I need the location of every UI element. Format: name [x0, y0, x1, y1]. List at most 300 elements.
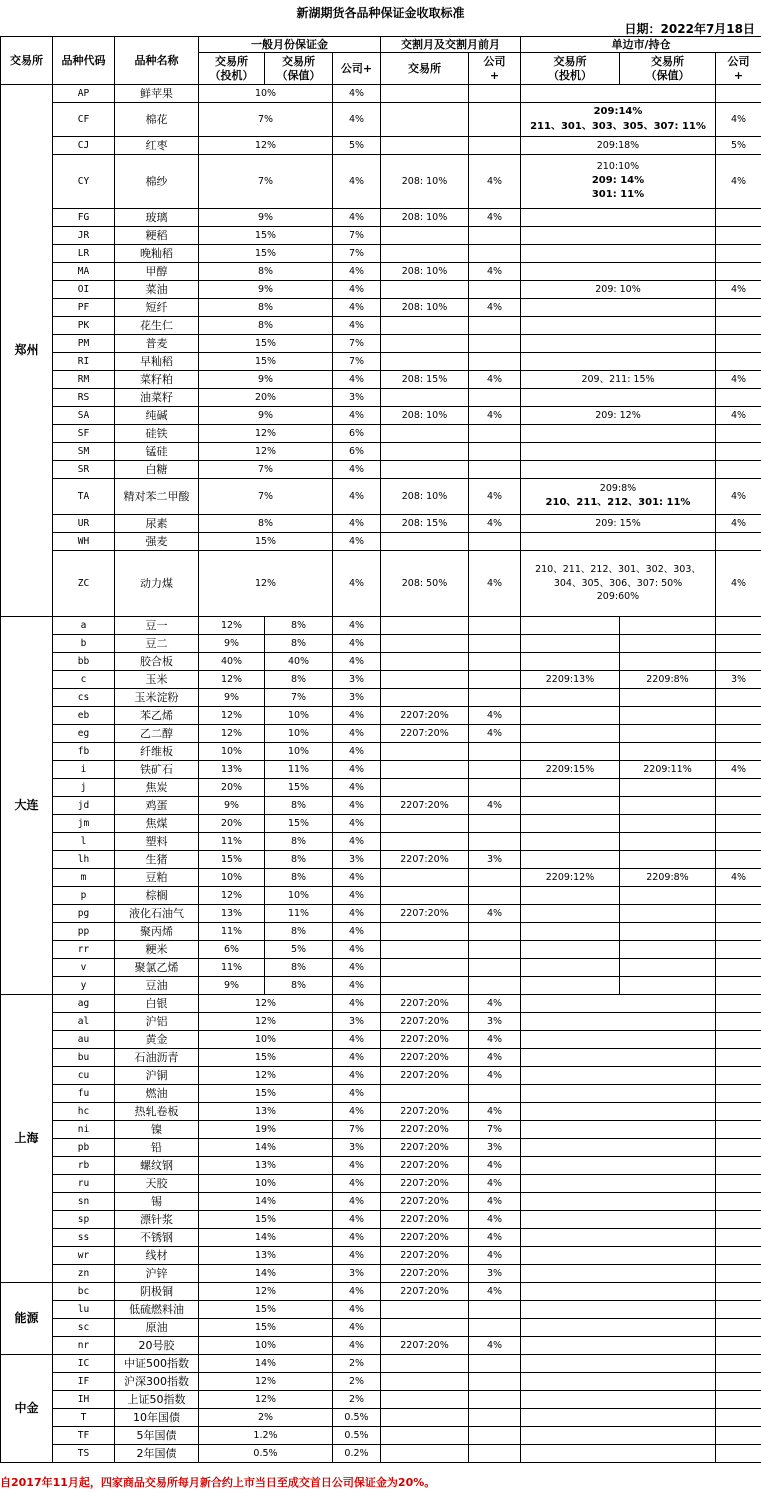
delivery-margin: [381, 761, 469, 779]
company-margin: 4%: [333, 515, 381, 533]
unilateral-spec: [521, 617, 620, 635]
table-row: [1, 425, 761, 443]
table-row: [1, 1085, 761, 1103]
product-code: FG: [53, 209, 115, 227]
page-title: 新湖期货各品种保证金收取标准: [296, 6, 465, 20]
delivery-company-margin: [469, 85, 521, 103]
delivery-margin: [381, 635, 469, 653]
delivery-company-margin: [469, 137, 521, 155]
unilateral-hedge: [620, 779, 716, 797]
delivery-margin: [381, 1085, 469, 1103]
product-code: zn: [53, 1265, 115, 1283]
hedge-margin: 8%: [265, 923, 333, 941]
delivery-company-margin: [469, 635, 521, 653]
general-margin: 12%: [199, 137, 333, 155]
exchange-cell: 上海: [1, 995, 53, 1283]
unilateral-company: 4%: [716, 155, 761, 209]
general-margin: 9%: [199, 371, 333, 389]
delivery-company-margin: [469, 1319, 521, 1337]
table-row: [1, 479, 761, 515]
unilateral-company: [716, 335, 761, 353]
table-row: [1, 977, 761, 995]
delivery-margin: [381, 461, 469, 479]
product-code: MA: [53, 263, 115, 281]
unilateral-margin: [521, 1139, 716, 1157]
table-row: [1, 779, 761, 797]
hedge-margin: 40%: [265, 653, 333, 671]
unilateral-company: [716, 1409, 761, 1427]
product-name: 铁矿石: [115, 761, 199, 779]
unilateral-margin: [521, 281, 716, 299]
delivery-margin: [381, 425, 469, 443]
delivery-margin: [381, 1445, 469, 1463]
delivery-company-margin: 4%: [469, 407, 521, 425]
product-name: 短纤: [115, 299, 199, 317]
unilateral-company: [716, 797, 761, 815]
general-margin: 14%: [199, 1229, 333, 1247]
delivery-margin: [381, 137, 469, 155]
general-margin: 8%: [199, 515, 333, 533]
unilateral-margin: [521, 1445, 716, 1463]
company-margin: 4%: [333, 1085, 381, 1103]
unilateral-line: 210、211、212、301、302、303、: [535, 563, 701, 575]
product-name: 尿素: [115, 515, 199, 533]
unilateral-line: 211、301、303、305、307: 11%: [530, 120, 706, 132]
delivery-company-margin: [469, 389, 521, 407]
general-margin: 1.2%: [199, 1427, 333, 1445]
product-name: 豆二: [115, 635, 199, 653]
product-code: l: [53, 833, 115, 851]
company-margin: 4%: [333, 1283, 381, 1301]
delivery-company-margin: 4%: [469, 371, 521, 389]
company-margin: 4%: [333, 103, 381, 137]
product-name: 白糖: [115, 461, 199, 479]
table-row: [1, 797, 761, 815]
unilateral-hedge: [620, 689, 716, 707]
company-margin: 4%: [333, 1175, 381, 1193]
hedge-margin: 8%: [265, 869, 333, 887]
unilateral-margin: [521, 443, 716, 461]
table-row: [1, 1247, 761, 1265]
delivery-company-margin: 4%: [469, 1031, 521, 1049]
delivery-margin: [381, 941, 469, 959]
delivery-company-margin: [469, 335, 521, 353]
product-code: JR: [53, 227, 115, 245]
product-name: 乙二醇: [115, 725, 199, 743]
general-margin: 12%: [199, 1373, 333, 1391]
unilateral-hedge: [620, 923, 716, 941]
general-margin: 15%: [199, 1211, 333, 1229]
delivery-company-margin: [469, 353, 521, 371]
unilateral-company: [716, 1427, 761, 1445]
delivery-margin: 2207:20%: [381, 1157, 469, 1175]
general-margin: 15%: [199, 353, 333, 371]
product-name: 原油: [115, 1319, 199, 1337]
product-name: 燃油: [115, 1085, 199, 1103]
product-name: 粳米: [115, 941, 199, 959]
unilateral-company: [716, 689, 761, 707]
delivery-company-margin: [469, 923, 521, 941]
hedge-margin: 8%: [265, 851, 333, 869]
product-code: ru: [53, 1175, 115, 1193]
spec-margin: 12%: [199, 707, 265, 725]
product-name: 螺纹钢: [115, 1157, 199, 1175]
company-margin: 3%: [333, 671, 381, 689]
company-margin: 4%: [333, 209, 381, 227]
delivery-margin: 2207:20%: [381, 1229, 469, 1247]
general-margin: 15%: [199, 1085, 333, 1103]
unilateral-spec: [521, 689, 620, 707]
unilateral-margin: [521, 1319, 716, 1337]
product-name: 菜籽粕: [115, 371, 199, 389]
product-code: ZC: [53, 551, 115, 617]
unilateral-company: 4%: [716, 515, 761, 533]
product-name: 鸡蛋: [115, 797, 199, 815]
unilateral-margin: [521, 1121, 716, 1139]
unilateral-company: [716, 1121, 761, 1139]
delivery-company-margin: [469, 1445, 521, 1463]
header-delivery-margin: 交割月及交割月前月: [381, 37, 521, 53]
product-code: al: [53, 1013, 115, 1031]
delivery-company-margin: 4%: [469, 725, 521, 743]
unilateral-margin: [521, 317, 716, 335]
product-code: bu: [53, 1049, 115, 1067]
general-margin: 12%: [199, 1283, 333, 1301]
unilateral-margin: [521, 1391, 716, 1409]
product-code: UR: [53, 515, 115, 533]
delivery-margin: [381, 689, 469, 707]
product-code: au: [53, 1031, 115, 1049]
company-margin: 4%: [333, 869, 381, 887]
delivery-margin: 2207:20%: [381, 1049, 469, 1067]
general-margin: 8%: [199, 263, 333, 281]
general-margin: 7%: [199, 155, 333, 209]
table-row: [1, 869, 761, 887]
company-margin: 0.5%: [333, 1427, 381, 1445]
product-name: 20号胶: [115, 1337, 199, 1355]
unilateral-line: 301: 11%: [591, 189, 645, 201]
product-name: 花生仁: [115, 317, 199, 335]
company-margin: 7%: [333, 1121, 381, 1139]
general-margin: 15%: [199, 1301, 333, 1319]
unilateral-spec: [521, 977, 620, 995]
general-margin: 15%: [199, 227, 333, 245]
unilateral-margin: [521, 1175, 716, 1193]
product-name: 中证500指数: [115, 1355, 199, 1373]
table-row: [1, 1157, 761, 1175]
product-code: lu: [53, 1301, 115, 1319]
unilateral-margin: [521, 1337, 716, 1355]
company-margin: 4%: [333, 1031, 381, 1049]
unilateral-margin: [521, 515, 716, 533]
delivery-company-margin: [469, 103, 521, 137]
company-margin: 7%: [333, 353, 381, 371]
unilateral-company: [716, 317, 761, 335]
delivery-margin: [381, 833, 469, 851]
unilateral-spec: [521, 923, 620, 941]
delivery-margin: 2207:20%: [381, 1013, 469, 1031]
unilateral-margin: [521, 263, 716, 281]
product-code: fu: [53, 1085, 115, 1103]
hedge-margin: 15%: [265, 815, 333, 833]
company-margin: 4%: [333, 905, 381, 923]
delivery-company-margin: 4%: [469, 1049, 521, 1067]
table-row: [1, 1265, 761, 1283]
company-margin: 4%: [333, 941, 381, 959]
delivery-margin: 2207:20%: [381, 1211, 469, 1229]
general-margin: 9%: [199, 209, 333, 227]
delivery-margin: 208: 10%: [381, 155, 469, 209]
product-name: 液化石油气: [115, 905, 199, 923]
delivery-company-margin: 4%: [469, 995, 521, 1013]
delivery-company-margin: [469, 227, 521, 245]
unilateral-margin: [521, 1085, 716, 1103]
product-name: 普麦: [115, 335, 199, 353]
product-code: TF: [53, 1427, 115, 1445]
spec-margin: 40%: [199, 653, 265, 671]
unilateral-company: [716, 1229, 761, 1247]
delivery-company-margin: [469, 317, 521, 335]
product-name: 不锈钢: [115, 1229, 199, 1247]
delivery-company-margin: 4%: [469, 905, 521, 923]
unilateral-company: 4%: [716, 551, 761, 617]
unilateral-company: [716, 1031, 761, 1049]
product-code: a: [53, 617, 115, 635]
table-row: [1, 1031, 761, 1049]
product-name: 热轧卷板: [115, 1103, 199, 1121]
company-margin: 4%: [333, 959, 381, 977]
unilateral-margin: [521, 227, 716, 245]
unilateral-hedge: [620, 851, 716, 869]
delivery-margin: [381, 617, 469, 635]
unilateral-spec: [521, 797, 620, 815]
general-margin: 8%: [199, 317, 333, 335]
unilateral-margin: [521, 299, 716, 317]
header-delivery-exchange: 交易所: [381, 53, 469, 85]
delivery-margin: [381, 743, 469, 761]
unilateral-company: [716, 707, 761, 725]
product-name: 沪铝: [115, 1013, 199, 1031]
product-code: T: [53, 1409, 115, 1427]
company-margin: 3%: [333, 389, 381, 407]
spec-margin: 15%: [199, 851, 265, 869]
general-margin: 9%: [199, 407, 333, 425]
product-code: b: [53, 635, 115, 653]
unilateral-spec: [521, 833, 620, 851]
delivery-margin: 208: 10%: [381, 407, 469, 425]
unilateral-company: 4%: [716, 479, 761, 515]
delivery-margin: [381, 1391, 469, 1409]
hedge-margin: 15%: [265, 779, 333, 797]
delivery-company-margin: [469, 281, 521, 299]
unilateral-spec: [521, 941, 620, 959]
company-margin: 4%: [333, 977, 381, 995]
general-margin: 7%: [199, 479, 333, 515]
product-code: pg: [53, 905, 115, 923]
product-name: 动力煤: [115, 551, 199, 617]
unilateral-hedge: 2209:8%: [620, 869, 716, 887]
delivery-margin: [381, 779, 469, 797]
unilateral-company: [716, 725, 761, 743]
table-row: [1, 1391, 761, 1409]
company-margin: 4%: [333, 551, 381, 617]
product-code: SM: [53, 443, 115, 461]
delivery-company-margin: [469, 959, 521, 977]
delivery-margin: [381, 281, 469, 299]
product-name: 晚籼稻: [115, 245, 199, 263]
general-margin: 13%: [199, 1247, 333, 1265]
table-row: [1, 407, 761, 425]
delivery-company-margin: 4%: [469, 551, 521, 617]
unilateral-company: [716, 1391, 761, 1409]
hedge-margin: 10%: [265, 743, 333, 761]
header-general-hedge: 交易所 （保值）: [265, 53, 333, 85]
header-unilateral: 单边市/持仓: [521, 37, 761, 53]
unilateral-margin: [521, 1301, 716, 1319]
delivery-company-margin: [469, 1373, 521, 1391]
unilateral-company: [716, 1445, 761, 1463]
table-row: [1, 515, 761, 533]
company-margin: 4%: [333, 533, 381, 551]
unilateral-line: 210、211、212、301: 11%: [545, 497, 691, 509]
delivery-margin: [381, 335, 469, 353]
delivery-margin: 2207:20%: [381, 1247, 469, 1265]
product-code: v: [53, 959, 115, 977]
table-row: [1, 671, 761, 689]
delivery-margin: 2207:20%: [381, 1121, 469, 1139]
unilateral-company: [716, 533, 761, 551]
product-code: ni: [53, 1121, 115, 1139]
table-row: [1, 1229, 761, 1247]
table-row: [1, 281, 761, 299]
unilateral-margin: [521, 1409, 716, 1427]
unilateral-line: 209:8%: [599, 483, 637, 495]
unilateral-company: [716, 1103, 761, 1121]
unilateral-company: [716, 635, 761, 653]
unilateral-company: [716, 959, 761, 977]
table-row: [1, 155, 761, 209]
general-margin: 14%: [199, 1265, 333, 1283]
exchange-cell: 郑州: [1, 85, 53, 617]
table-row: [1, 689, 761, 707]
table-body: [1, 85, 761, 1463]
company-margin: 4%: [333, 707, 381, 725]
header-unilateral-company: 公司 +: [716, 53, 761, 85]
delivery-margin: [381, 887, 469, 905]
delivery-company-margin: 4%: [469, 479, 521, 515]
unilateral-spec: [521, 743, 620, 761]
company-margin: 4%: [333, 797, 381, 815]
delivery-margin: 2207:20%: [381, 1139, 469, 1157]
table-row: [1, 1175, 761, 1193]
unilateral-company: 4%: [716, 761, 761, 779]
spec-margin: 9%: [199, 977, 265, 995]
product-name: 白银: [115, 995, 199, 1013]
company-margin: 4%: [333, 1049, 381, 1067]
table-row: [1, 389, 761, 407]
unilateral-company: [716, 743, 761, 761]
company-margin: 4%: [333, 371, 381, 389]
delivery-company-margin: [469, 653, 521, 671]
general-margin: 14%: [199, 1139, 333, 1157]
delivery-margin: 2207:20%: [381, 995, 469, 1013]
table-row: [1, 85, 761, 103]
spec-margin: 11%: [199, 833, 265, 851]
table-row: [1, 833, 761, 851]
table-row: [1, 1409, 761, 1427]
unilateral-line: 209: 10%: [595, 283, 641, 295]
delivery-company-margin: 3%: [469, 1265, 521, 1283]
company-margin: 4%: [333, 617, 381, 635]
footnote: 自2017年11月起，四家商品交易所每月新合约上市当日至成交首日公司保证金为20%。: [0, 1476, 436, 1489]
spec-margin: 13%: [199, 905, 265, 923]
delivery-company-margin: [469, 533, 521, 551]
company-margin: 4%: [333, 407, 381, 425]
unilateral-hedge: [620, 707, 716, 725]
product-code: eb: [53, 707, 115, 725]
company-margin: 4%: [333, 1193, 381, 1211]
general-margin: 0.5%: [199, 1445, 333, 1463]
unilateral-company: [716, 851, 761, 869]
unilateral-company: [716, 245, 761, 263]
company-margin: 4%: [333, 1301, 381, 1319]
company-margin: 7%: [333, 335, 381, 353]
delivery-company-margin: [469, 815, 521, 833]
table-row: [1, 209, 761, 227]
unilateral-company: 4%: [716, 103, 761, 137]
delivery-margin: 2207:20%: [381, 1265, 469, 1283]
unilateral-margin: [521, 1427, 716, 1445]
delivery-margin: 208: 10%: [381, 263, 469, 281]
delivery-company-margin: 4%: [469, 1175, 521, 1193]
product-name: 线材: [115, 1247, 199, 1265]
table-row: [1, 551, 761, 617]
table-row: [1, 617, 761, 635]
table-row: [1, 761, 761, 779]
table-row: [1, 635, 761, 653]
unilateral-spec: [521, 779, 620, 797]
unilateral-spec: [521, 725, 620, 743]
delivery-margin: [381, 443, 469, 461]
product-name: 粳稻: [115, 227, 199, 245]
product-name: 10年国债: [115, 1409, 199, 1427]
unilateral-company: 4%: [716, 407, 761, 425]
header-code: 品种代码: [53, 37, 115, 85]
unilateral-company: [716, 779, 761, 797]
product-code: nr: [53, 1337, 115, 1355]
unilateral-company: [716, 1247, 761, 1265]
general-margin: 15%: [199, 533, 333, 551]
general-margin: 20%: [199, 389, 333, 407]
company-margin: 2%: [333, 1373, 381, 1391]
table-row: [1, 1049, 761, 1067]
unilateral-company: [716, 1211, 761, 1229]
delivery-company-margin: [469, 779, 521, 797]
table-row: [1, 1193, 761, 1211]
product-code: cu: [53, 1067, 115, 1085]
company-margin: 4%: [333, 779, 381, 797]
unilateral-company: [716, 85, 761, 103]
unilateral-company: [716, 1049, 761, 1067]
product-name: 玉米淀粉: [115, 689, 199, 707]
unilateral-hedge: [620, 977, 716, 995]
product-name: 阴极铜: [115, 1283, 199, 1301]
product-code: c: [53, 671, 115, 689]
delivery-margin: [381, 533, 469, 551]
product-name: 低硫燃料油: [115, 1301, 199, 1319]
unilateral-company: [716, 815, 761, 833]
product-code: y: [53, 977, 115, 995]
